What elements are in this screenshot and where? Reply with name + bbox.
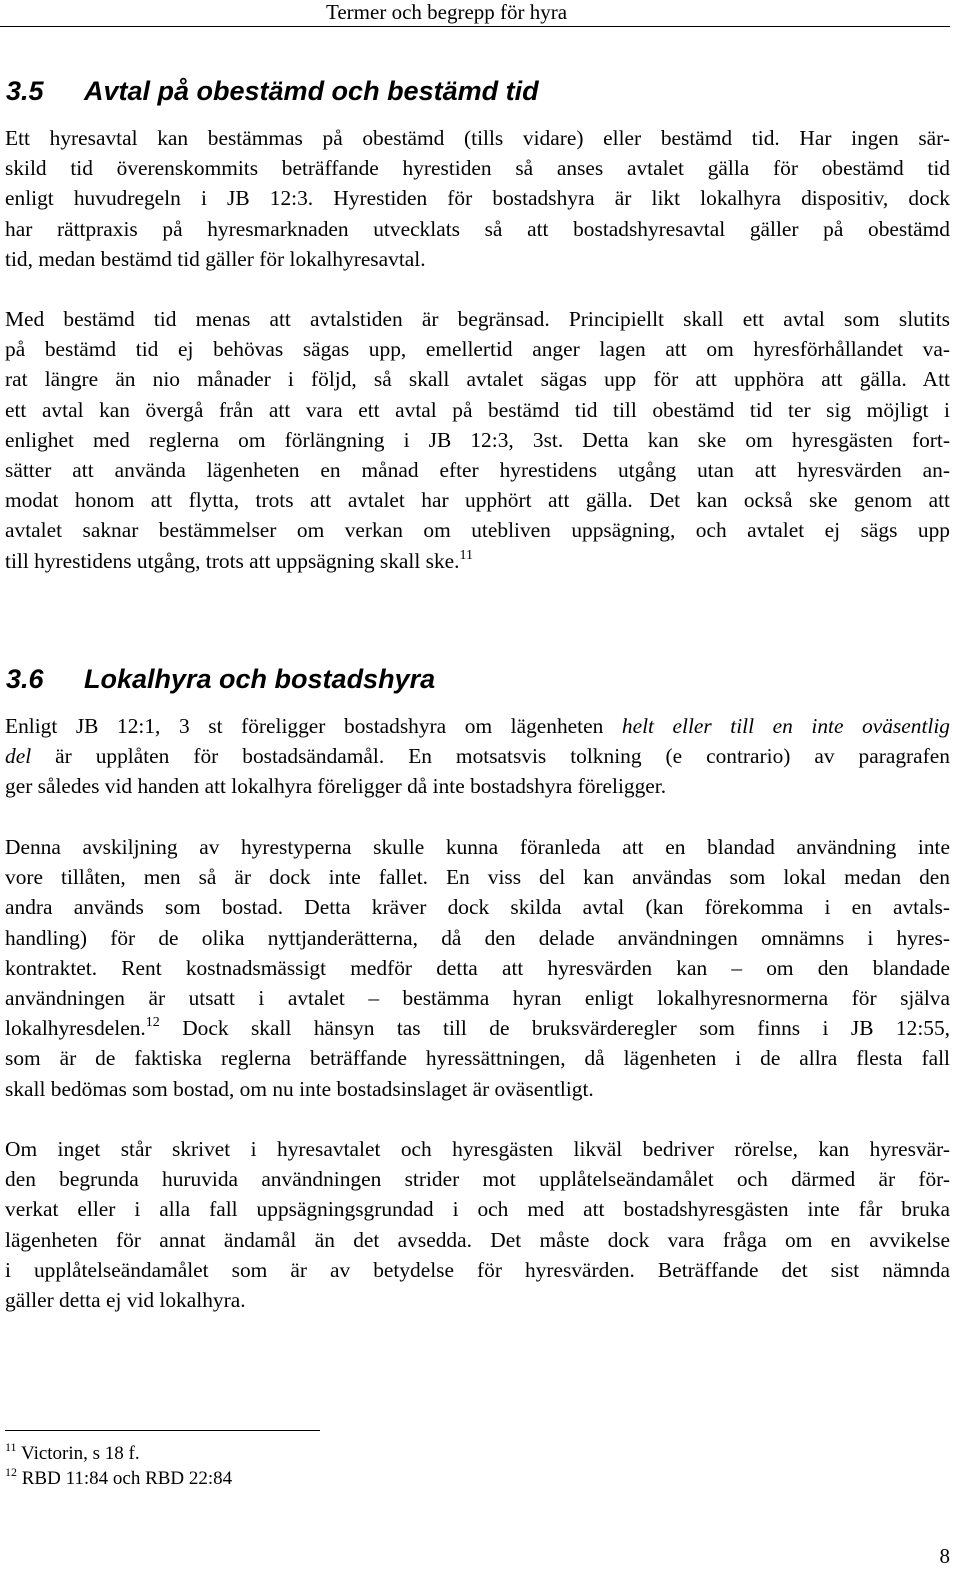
paragraph xyxy=(5,123,950,274)
text-line: kontraktet. Rent kostnadsmässigt medför detta att hyresvärden kan – om den blandade xyxy=(5,955,950,980)
paragraph xyxy=(5,1134,950,1315)
text-line: sätter att använda lägenheten en månad efter hyrestidens utgång utan att hyresvärden an- xyxy=(5,458,950,483)
text-line: den begrunda huruvida användningen strider mot upplåtelseändamålet och därmed är för- xyxy=(5,1167,950,1192)
text-line: handling) för de olika nyttjanderätterna, då den delade användningen omnämns i hyres- xyxy=(5,925,950,950)
text-line: skild tid överenskommits beträffande hyrestiden så anses avtalet gälla för obestämd tid xyxy=(5,156,950,181)
footnote xyxy=(5,1442,140,1466)
text-line: på bestämd tid ej behövas sägas upp, emellertid anger lagen att om hyresförhållandet va- xyxy=(5,337,950,362)
text-line xyxy=(5,546,950,576)
footnote-divider xyxy=(5,1430,320,1431)
running-header-title: Termer och begrepp för hyra xyxy=(326,0,568,24)
text-line: gäller detta ej vid lokalhyra. xyxy=(5,1288,246,1313)
text-fragment: lokalhyresdelen. xyxy=(5,1016,146,1041)
section-number: 3.6 xyxy=(6,664,44,694)
section-title: Lokalhyra och bostadshyra xyxy=(84,664,436,694)
text-line: rat längre än nio månader i följd, så skall avtalet sägas upp för att upphöra att gälla. Att xyxy=(5,367,950,392)
footnote-text: Victorin, s 18 f. xyxy=(20,1443,140,1464)
page-number: 8 xyxy=(939,1544,950,1568)
text-line: i upplåtelseändamålet som är av betydelse för hyresvärden. Beträffande det sist nämnda xyxy=(5,1257,950,1282)
section-number: 3.5 xyxy=(6,76,44,106)
paragraph xyxy=(5,304,950,576)
text-line: Denna avskiljning av hyrestyperna skulle kunna föranleda att en blandad användning inte xyxy=(5,835,950,859)
text-line: Om inget står skrivet i hyresavtalet och hyresgästen likväl bedriver rörelse, kan hyresvär- xyxy=(5,1137,950,1161)
footnote-number: 12 xyxy=(5,1465,17,1479)
text-line: tid, medan bestämd tid gäller för lokalhyresavtal. xyxy=(5,246,426,271)
text-line: användningen är utsatt i avtalet – bestämma hyran enligt lokalhyresnormerna för själva xyxy=(5,986,950,1011)
text-fragment: Enligt JB 12:1, 3 st föreligger bostadshyra om lägenheten xyxy=(5,714,622,738)
paragraph xyxy=(5,711,950,802)
text-line: modat honom att flytta, trots att avtalet har upphört att gälla. Det kan också ske genom att xyxy=(5,488,950,513)
text-line: som är de faktiska reglerna beträffande hyressättningen, då lägenheten i de allra flesta fall xyxy=(5,1046,950,1071)
text-line: ett avtal kan övergå från att vara ett avtal på bestämd tid till obestämd tid ter sig möjligt i xyxy=(5,397,950,422)
paragraph xyxy=(5,832,950,1104)
text-fragment: är upplåten för bostadsändamål. En motsatsvis tolkning (e contrario) av paragrafen xyxy=(31,744,950,769)
text-fragment: Dock skall hänsyn tas till de bruksvärderegler som finns i JB 12:55, xyxy=(159,1016,950,1041)
section-title: Avtal på obestämd och bestämd tid xyxy=(84,76,539,106)
text-line xyxy=(5,741,950,771)
text-line xyxy=(5,711,950,741)
text-line: verkat eller i alla fall uppsägningsgrundad i och med att bostadshyresgästen inte får bruka xyxy=(5,1197,950,1222)
text-line: skall bedömas som bostad, om nu inte bostadsinslaget är oväsentligt. xyxy=(5,1076,594,1101)
text-line: enligt huvudregeln i JB 12:3. Hyrestiden för bostadshyra är likt lokalhyra dispositiv, dock xyxy=(5,186,950,211)
italic-text: helt eller till en inte oväsentlig xyxy=(621,714,950,738)
text-line: avtalet saknar bestämmelser om verkan om utebliven uppsägning, och avtalet ej sägs upp xyxy=(5,518,950,543)
text-line: vore tillåten, men så är dock inte fallet. En viss del kan användas som lokal medan den xyxy=(5,865,950,890)
text-line: ger således vid handen att lokalhyra föreligger då inte bostadshyra föreligger. xyxy=(5,774,667,799)
text-fragment: till hyrestidens utgång, trots att uppsägning skall ske. xyxy=(5,548,460,573)
text-line: har rättpraxis på hyresmarknaden utvecklats så att bostadshyresavtal gäller på obestämd xyxy=(5,216,950,241)
running-header xyxy=(0,0,950,27)
footnote xyxy=(5,1467,232,1491)
section-heading-3-5 xyxy=(6,75,539,107)
footnote-ref[interactable]: 12 xyxy=(145,1015,160,1031)
italic-text: del xyxy=(5,744,32,769)
text-line: lägenheten för annat ändamål än det avsedda. Det måste dock vara fråga om en avvikelse xyxy=(5,1227,950,1252)
text-line: Ett hyresavtal kan bestämmas på obestämd (tills vidare) eller bestämd tid. Har ingen sär- xyxy=(5,126,950,150)
footnote-ref[interactable]: 11 xyxy=(459,547,473,563)
text-line: andra används som bostad. Detta kräver dock skilda avtal (kan förekomma i en avtals- xyxy=(5,895,950,920)
footnote-text: RBD 11:84 och RBD 22:84 xyxy=(21,1468,233,1489)
text-line: enlighet med reglerna om förlängning i JB 12:3, 3st. Detta kan ske om hyresgästen fort- xyxy=(5,427,950,452)
text-line xyxy=(5,1013,950,1043)
section-heading-3-6 xyxy=(6,663,435,695)
footnote-number: 11 xyxy=(5,1440,17,1454)
text-line: Med bestämd tid menas att avtalstiden är begränsad. Principiellt skall ett avtal som slutits xyxy=(5,307,950,331)
